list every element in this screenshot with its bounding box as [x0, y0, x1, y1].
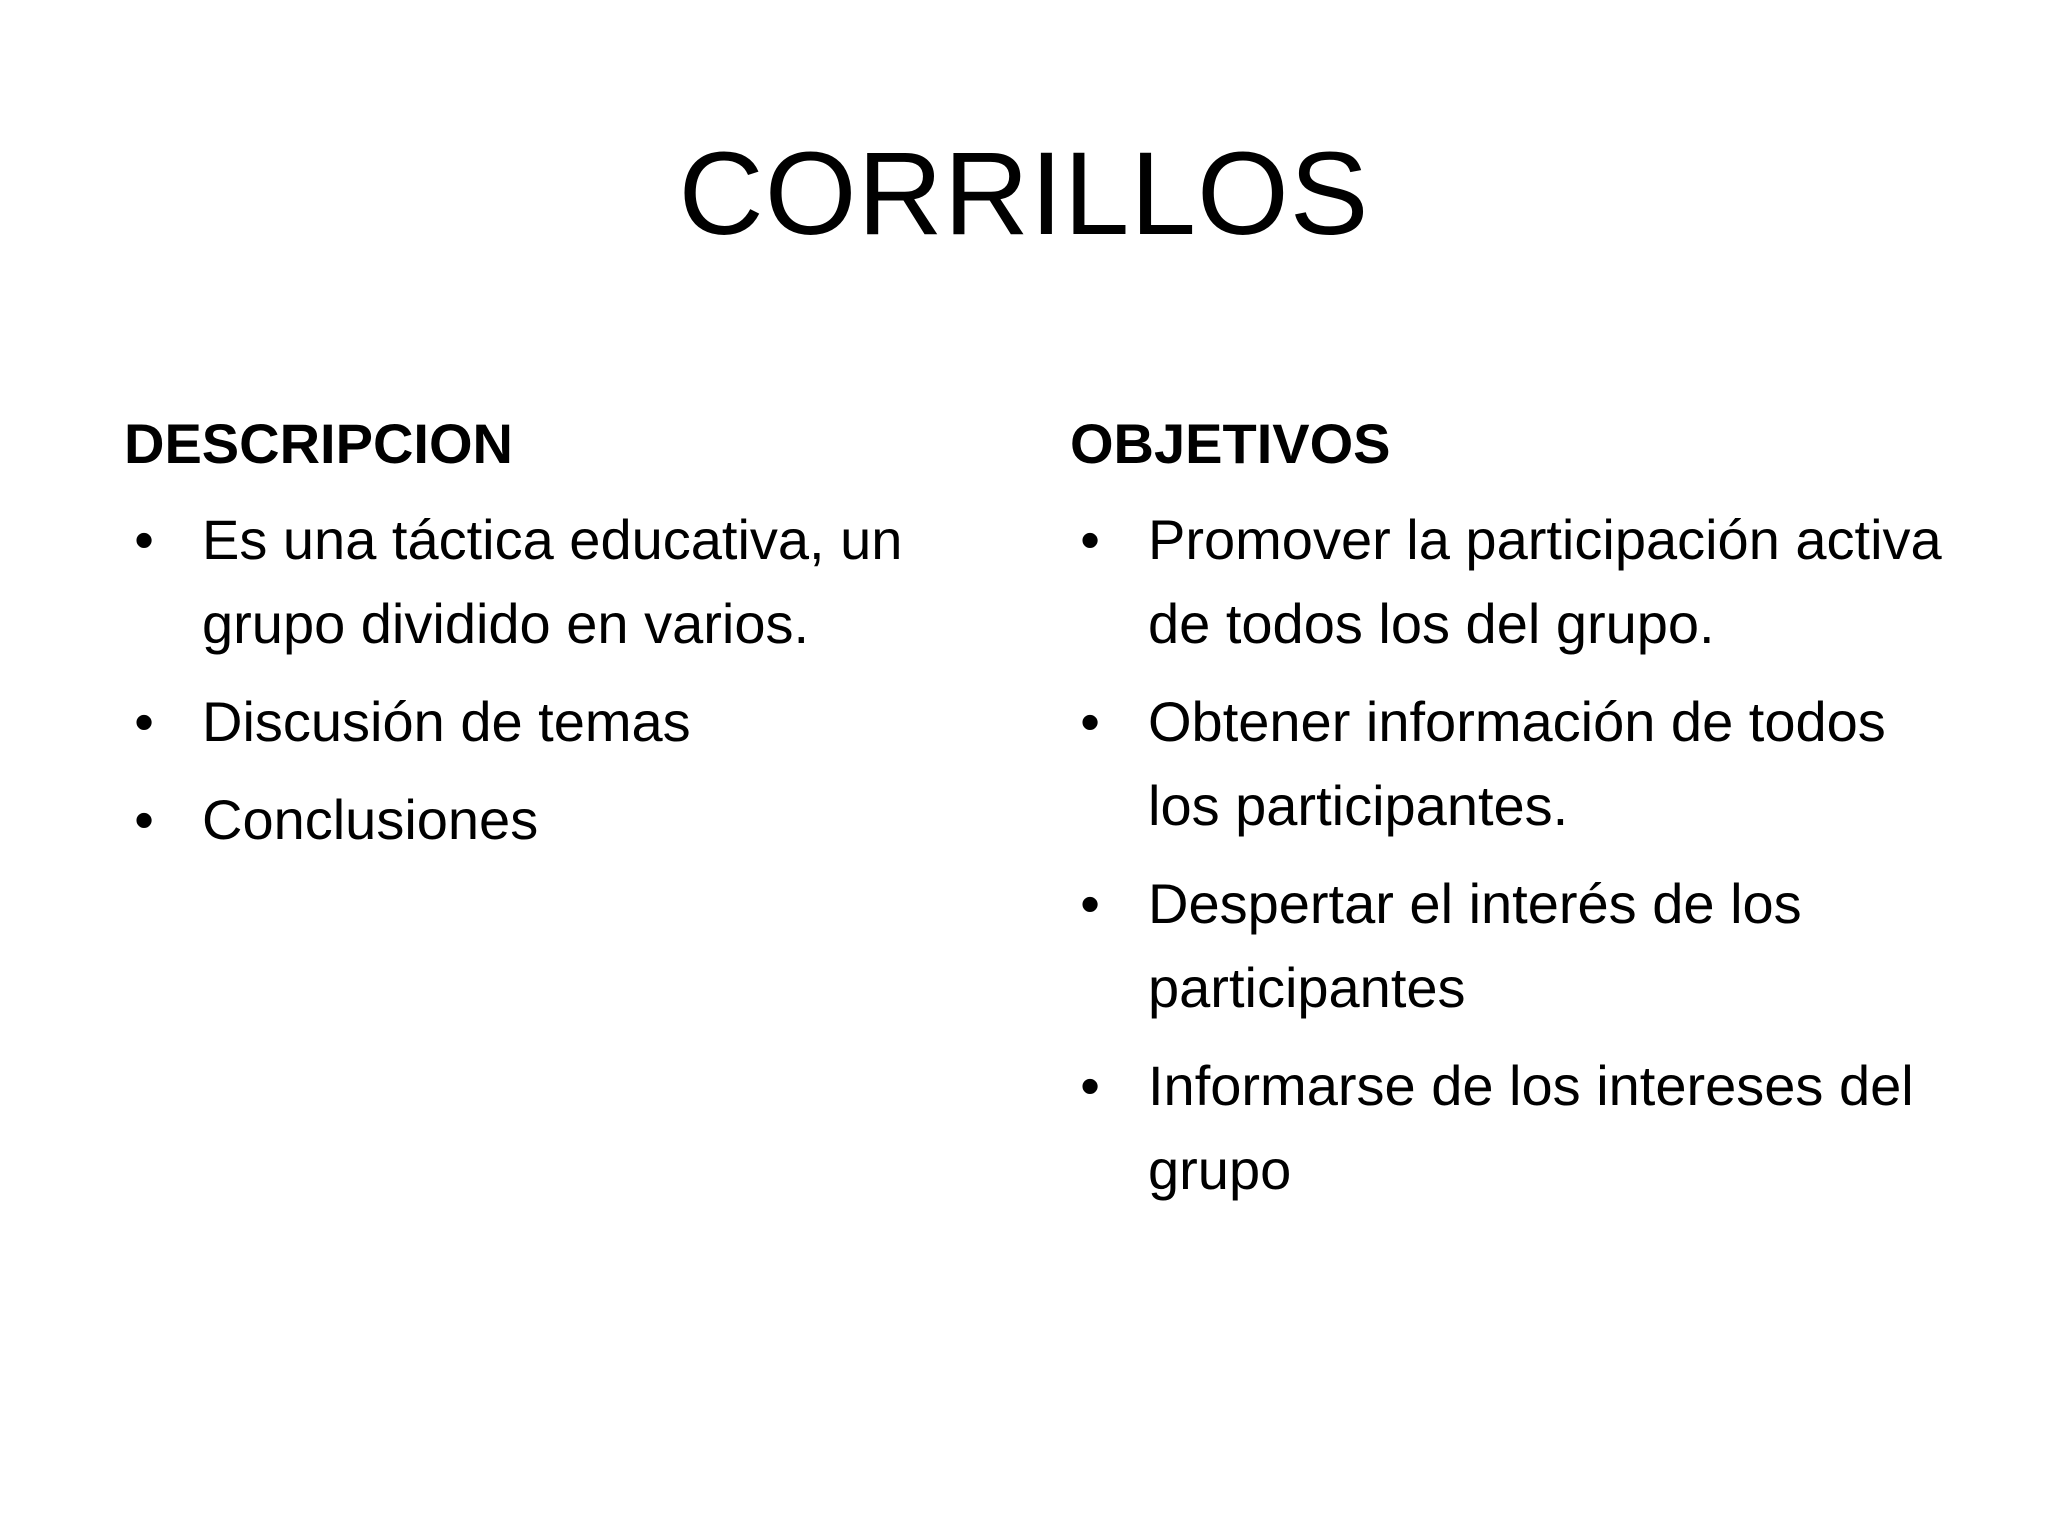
list-item-text: Despertar el interés de los participantes	[1148, 872, 1802, 1019]
bullet-icon: •	[134, 690, 154, 753]
list-item-text: Promover la participación activa de todos los del grupo.	[1148, 508, 1942, 655]
list-item	[124, 680, 1004, 764]
bullet-icon: •	[134, 788, 154, 851]
list-item	[124, 498, 1004, 666]
list-item-text: Es una táctica educativa, un grupo dividido en varios.	[202, 508, 903, 655]
list-item	[1070, 680, 1970, 848]
objectives-list	[1070, 498, 1970, 1212]
description-list	[124, 498, 1004, 862]
description-heading: DESCRIPCION	[124, 412, 513, 475]
list-item	[124, 778, 1004, 862]
bullet-icon: •	[1080, 872, 1100, 935]
bullet-icon: •	[1080, 1054, 1100, 1117]
objectives-column	[1070, 400, 1970, 1226]
list-item	[1070, 498, 1970, 666]
list-item	[1070, 862, 1970, 1030]
list-item-text: Informarse de los intereses del grupo	[1148, 1054, 1914, 1201]
list-item-text: Conclusiones	[202, 788, 539, 851]
list-item	[1070, 1044, 1970, 1212]
list-item-text: Discusión de temas	[202, 690, 691, 753]
bullet-icon: •	[1080, 690, 1100, 753]
bullet-icon: •	[134, 508, 154, 571]
slide-title: CORRILLOS	[678, 128, 1370, 260]
description-column	[124, 400, 1004, 876]
objectives-heading: OBJETIVOS	[1070, 412, 1391, 475]
bullet-icon: •	[1080, 508, 1100, 571]
list-item-text: Obtener información de todos los participantes.	[1148, 690, 1886, 837]
